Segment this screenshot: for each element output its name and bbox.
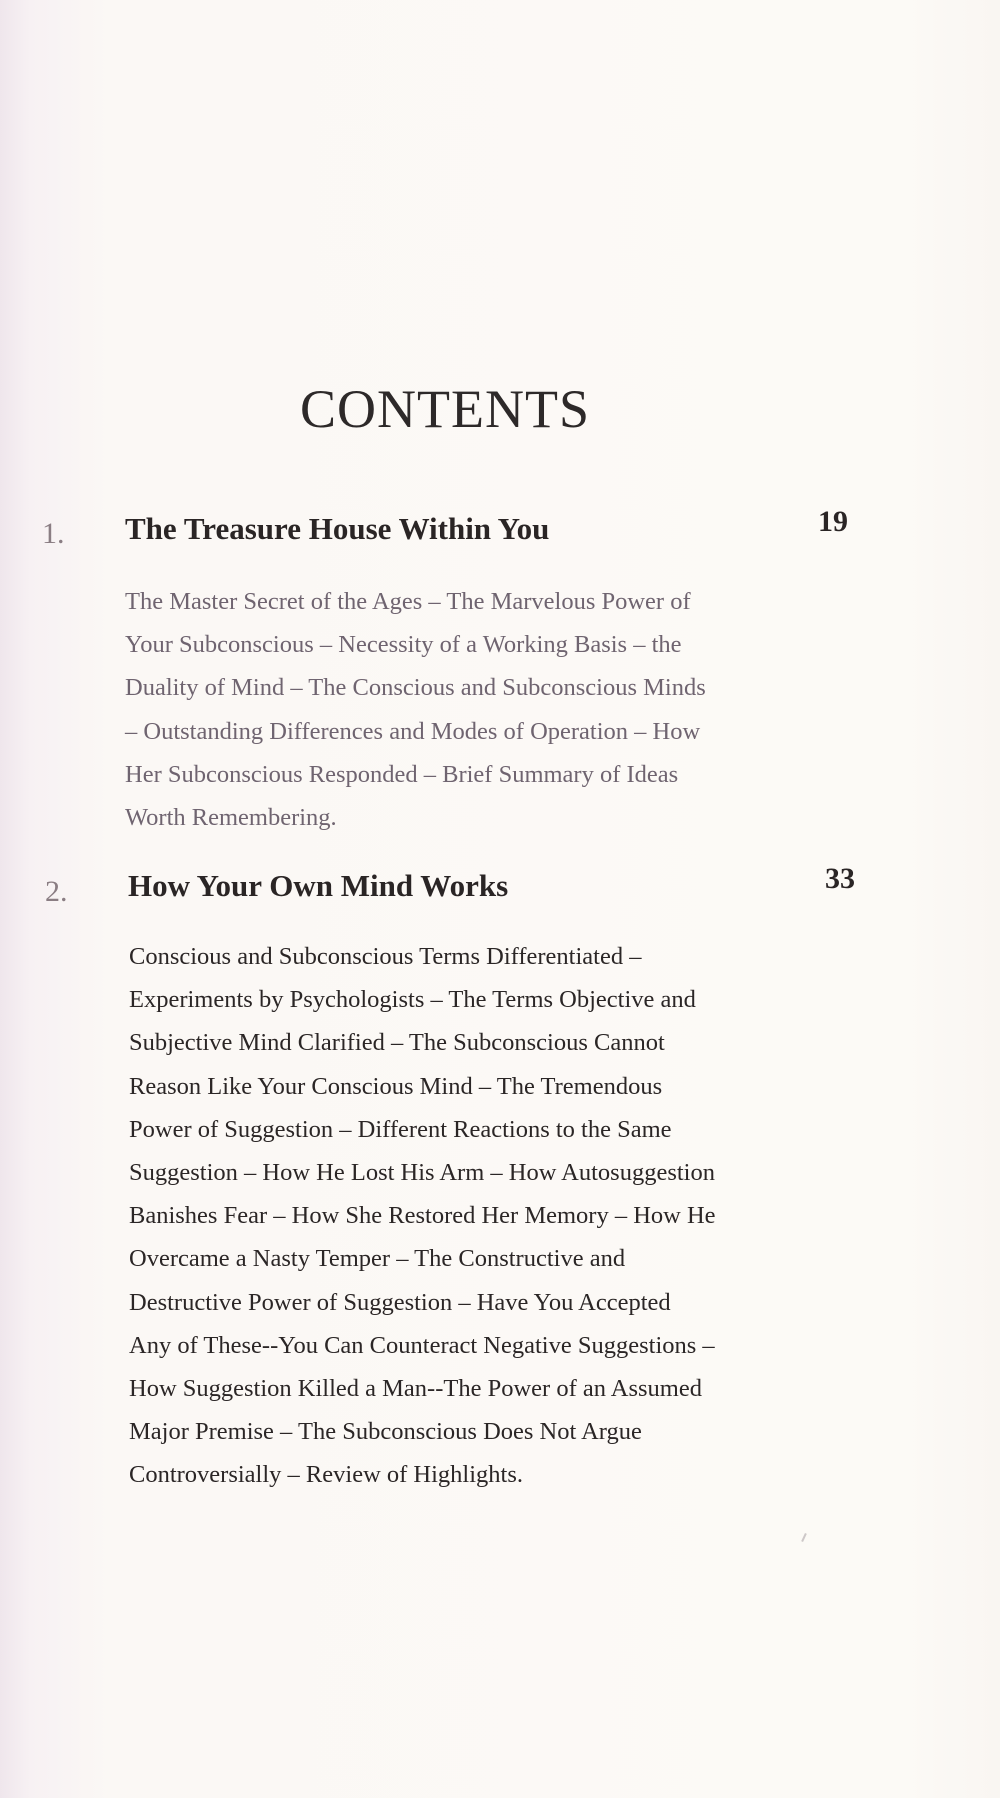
chapter-2-summary-line: Controversially – Review of Highlights. [129,1461,523,1489]
chapter-1-page-number: 19 [818,505,848,538]
chapter-2-summary-line: Conscious and Subconscious Terms Differentiated – [129,943,642,970]
chapter-1-summary [125,580,795,839]
chapter-2-page-number: 33 [825,862,855,895]
chapter-1-number: 1. [42,517,65,550]
chapter-1-summary-line: Your Subconscious – Necessity of a Working Basis – the [125,631,682,659]
chapter-2-summary-line: Major Premise – The Subconscious Does Not Argue [129,1418,642,1446]
chapter-2-summary-line: Destructive Power of Suggestion – Have You Accepted [129,1288,671,1316]
chapter-1-summary-line: – Outstanding Differences and Modes of Operation – How [125,717,701,745]
chapter-2-summary-line: Any of These--You Can Counteract Negative Suggestions – [129,1331,715,1359]
chapter-2-title: How Your Own Mind Works [128,868,509,903]
chapter-1-summary-line: Her Subconscious Responded – Brief Summary of Ideas [125,760,679,788]
chapter-2-summary-line: Experiments by Psychologists – The Terms Objective and [129,986,696,1014]
contents-heading: CONTENTS [300,379,590,439]
chapter-2-summary-line: Overcame a Nasty Temper – The Constructive and [129,1245,626,1273]
chapter-1-summary-line: Worth Remembering. [125,804,337,832]
chapter-1-title: The Treasure House Within You [125,511,550,546]
chapter-1-summary-line: The Master Secret of the Ages – The Marvelous Power of [125,588,691,615]
chapter-2-summary-line: Power of Suggestion – Different Reactions to the Same [129,1115,672,1143]
chapter-2-number: 2. [45,875,68,908]
chapter-2-summary [129,935,799,1497]
chapter-1-summary-line: Duality of Mind – The Conscious and Subconscious Minds [125,674,706,702]
chapter-2-summary-line: Banishes Fear – How She Restored Her Memory – How He [129,1202,716,1230]
chapter-2-summary-line: Subjective Mind Clarified – The Subconscious Cannot [129,1029,665,1057]
chapter-2-summary-line: How Suggestion Killed a Man--The Power of an Assumed [129,1375,702,1403]
chapter-2-summary-line: Suggestion – How He Lost His Arm – How Autosuggestion [129,1159,715,1187]
paper-mark [801,1533,807,1542]
chapter-2-summary-line: Reason Like Your Conscious Mind – The Tremendous [129,1072,663,1100]
